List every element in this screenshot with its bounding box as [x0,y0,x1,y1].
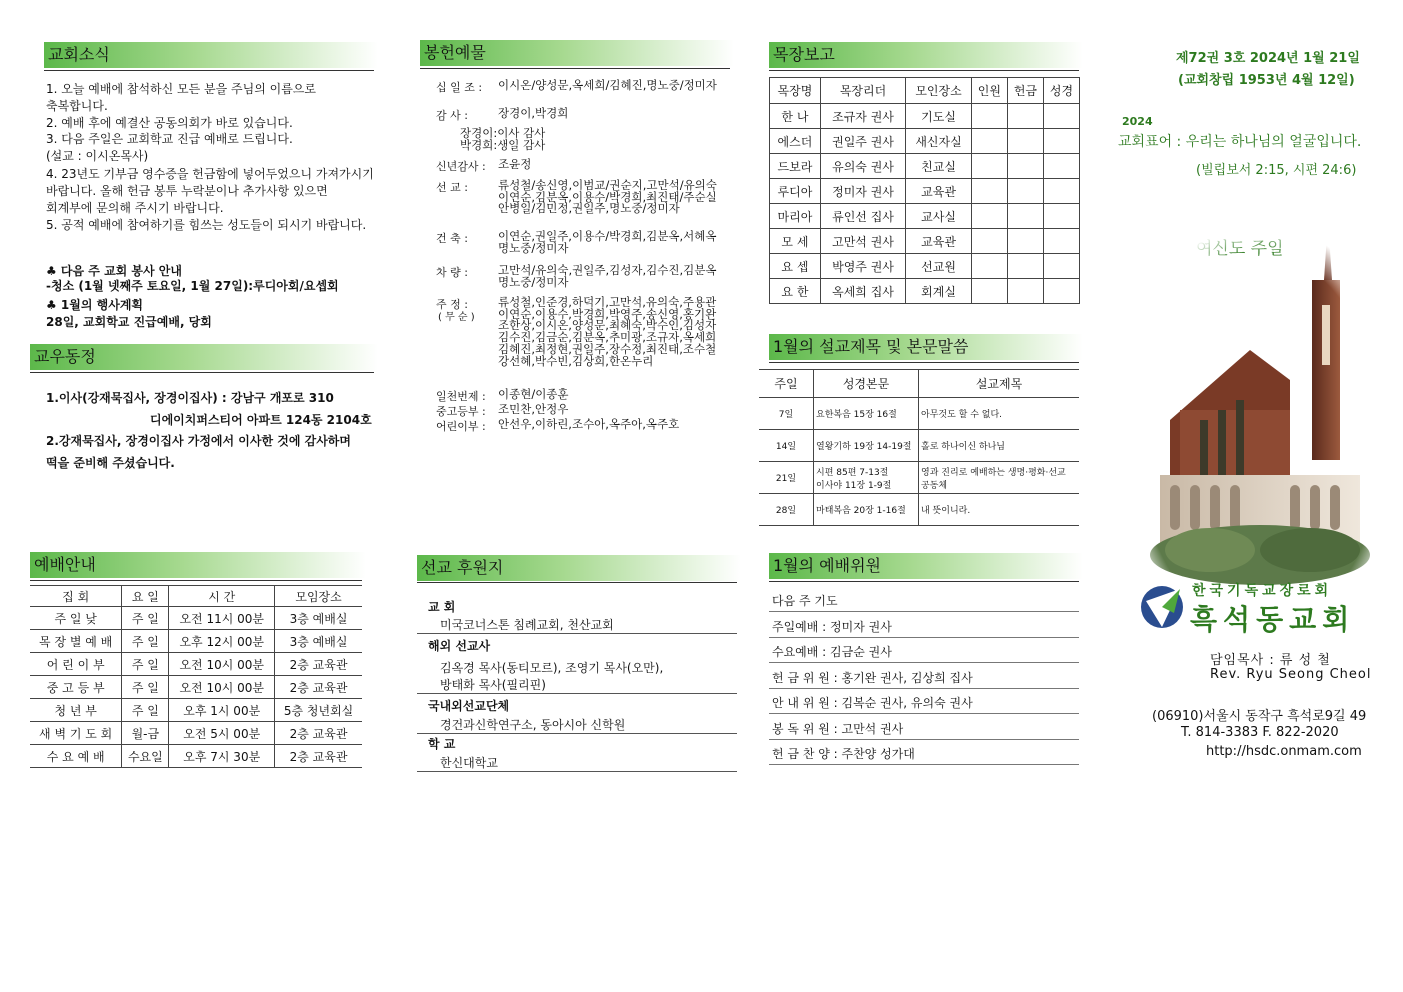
district-cell: 에스더 [770,129,821,154]
mission-separator [417,771,737,772]
worship-row [30,699,362,722]
worship-row [30,722,362,745]
worship-title: 예배안내 [30,552,366,578]
plan-title: ♣ 1월의 행사계획 [46,298,144,312]
sermon-title-line: 내 뜻이니라. [921,506,971,516]
news-item: 1. 오늘 예배에 참석하신 모든 분을 주님의 이름으로 [46,82,316,96]
district-cell: 회계실 [906,279,972,304]
fellowship-line-3: 2.강재묵집사, 장경이집사 가정에서 이사한 것에 감사하며 [46,434,351,448]
worship-cell: 수요일 [122,745,169,768]
news-item: (설교 : 이시온목사) [46,149,149,163]
district-row [770,229,1080,254]
district-cell: 조규자 권사 [820,104,905,129]
offering-names: 박경희:생일 감사 [460,137,546,152]
offering-label: 건 축 : [436,232,468,245]
church-logo-icon [1140,583,1184,631]
sermons-row [759,494,1079,526]
district-cell: 모 세 [770,229,821,254]
worship-header-cell: 요 일 [122,586,169,607]
offering-label: 신년감사 : [436,160,486,173]
worship-cell: 3층 예배실 [275,607,362,630]
worship-cell: 오전 10시 00분 [169,676,275,699]
news-item: 축복합니다. [46,99,108,113]
mission-group-head: 국내외선교단체 [428,699,510,713]
worship-cell: 주 일 [122,630,169,653]
district-title: 목장보고 [769,42,1083,68]
district-cell: 정미자 권사 [820,179,905,204]
worship-header-cell: 집 회 [30,586,122,607]
district-cell [1007,254,1043,279]
offering-names: 이연순,이용수,박경희,박영주,송신영,홍기완 [498,306,717,321]
offering-label: 중고등부 : [436,405,486,418]
minister-row: 헌 금 찬 양 : 주찬양 성가대 [772,747,915,761]
sermon-title-line: 아무것도 할 수 없다. [921,410,1002,420]
offering-label: 선 교 : [436,181,468,194]
district-cell: 박영주 권사 [820,254,905,279]
worship-cell: 주 일 낮 [30,607,122,630]
sermon-text [814,430,919,462]
offering-names: 강선혜,박수빈,김상희,한온누리 [498,353,654,368]
mission-separator [417,693,737,694]
minister-row: 헌 금 위 원 : 홍기완 권사, 김상희 집사 [772,670,973,685]
news-item: 2. 예배 후에 예결산 공동의회가 바로 있습니다. [46,116,293,130]
offering-names: 조윤정 [498,157,532,171]
district-header-cell: 목장명 [770,78,821,104]
founded-line: (교회창립 1953년 4월 12일) [1178,73,1355,88]
district-table [769,77,1080,304]
sermon-text [814,494,919,526]
minister-row: 다음 주 기도 [772,594,838,608]
offering-title: 봉헌예물 [420,40,734,66]
offering-names: 류성철/송신영,이범교/권순지,고만석/유의숙 [498,178,717,192]
church-website[interactable]: http://hsdc.onmam.com [1206,744,1362,759]
worship-cell: 목 장 별 예 배 [30,630,122,653]
offering-names: 이종현/이종훈 [498,387,569,401]
plan-line: 28일, 교회학교 진급예배, 당회 [46,315,212,329]
sermon-title [919,494,1080,526]
issue-line: 제72권 3호 2024년 1월 21일 [1176,51,1360,66]
district-cell [971,179,1007,204]
sermons-title: 1월의 설교제목 및 본문말씀 [769,334,1083,360]
district-cell [1043,129,1079,154]
worship-title-rule [30,580,362,581]
church-phone: T. 814-3383 F. 822-2020 [1181,725,1339,740]
news-item: 4. 23년도 기부금 영수증을 헌금함에 넣어두었으니 가져가시기 [46,167,374,181]
district-cell: 요 셉 [770,254,821,279]
district-cell [1007,129,1043,154]
district-cell [1007,179,1043,204]
district-cell: 교육관 [906,229,972,254]
district-cell: 선교원 [906,254,972,279]
sermons-title-rule [769,362,1079,363]
sermon-day: 28일 [759,494,814,526]
district-cell [1043,229,1079,254]
sermons-row [759,430,1079,462]
district-cell: 유의숙 권사 [820,154,905,179]
sermon-text [814,462,919,494]
worship-row [30,653,362,676]
worship-cell: 2층 교육관 [275,653,362,676]
worship-cell: 3층 예배실 [275,630,362,653]
worship-cell: 중 고 등 부 [30,676,122,699]
district-cell [971,254,1007,279]
district-cell: 교육관 [906,179,972,204]
worship-cell: 2층 교육관 [275,745,362,768]
offering-names: 안병일/김민정,권일주,명노중/정미자 [498,201,680,216]
fellowship-title: 교우동정 [30,344,378,370]
mission-item: 한신대학교 [440,756,498,770]
district-cell [1043,279,1079,304]
mission-item: 방태화 목사(필리핀) [440,678,546,692]
church-motto: 교회표어 : 우리는 하나님의 얼굴입니다. [1118,134,1362,150]
offering-title-rule [420,68,730,69]
sermons-header-cell: 주일 [759,370,814,398]
minister-row: 안 내 위 원 : 김복순 권사, 유의숙 권사 [772,696,973,710]
fellowship-line-1: 1.이사(강재묵집사, 장경이집사) : 강남구 개포로 310 [46,391,334,405]
offering-names: 고만석/유의숙,권일주,김성자,김수진,김분옥 [498,263,717,277]
district-cell [1043,254,1079,279]
offering-label: 감 사 : [436,109,468,122]
district-cell: 고만석 권사 [820,229,905,254]
sermon-day: 7일 [759,398,814,430]
offering-names: 류성철,인준경,하덕기,고만석,유의숙,주용관 [498,295,717,309]
mission-separator [417,633,737,634]
worship-cell: 청 년 부 [30,699,122,722]
minister-row: 주일예배 : 정미자 권사 [772,619,892,634]
district-header-cell: 목장리더 [820,78,905,104]
district-row [770,129,1080,154]
district-cell [1043,204,1079,229]
district-header-cell: 헌금 [1007,78,1043,104]
minister-row-rule [769,637,1079,638]
offering-names: 김혜진,최정현,권일주,장수정,최진태,조수철 [498,341,717,356]
minister-row: 봉 독 위 원 : 고만석 권사 [772,721,904,736]
worship-cell: 오전 5시 00분 [169,722,275,745]
district-cell [1007,279,1043,304]
worship-cell: 주 일 [122,699,169,722]
sermon-text-line: 요한복음 15장 16절 [816,410,897,420]
sermons-row [759,462,1079,494]
district-row [770,104,1080,129]
worship-cell: 주 일 [122,607,169,630]
district-cell [1007,204,1043,229]
offering-names: 명노중/정미자 [498,274,569,289]
offering-label: 차 량 : [436,266,468,279]
district-header-cell: 성경 [1043,78,1079,104]
district-cell: 교사실 [906,204,972,229]
worship-header-row [30,586,362,607]
worship-cell: 월-금 [122,722,169,745]
worship-cell: 수 요 예 배 [30,745,122,768]
mission-group-head: 교 회 [428,600,456,614]
sermon-title [919,462,1080,494]
district-cell: 루디아 [770,179,821,204]
district-cell [1007,104,1043,129]
motto-year: 2024 [1122,115,1153,128]
district-cell [971,104,1007,129]
sermon-title-line: 홀로 하나이신 하나님 [921,442,1005,452]
worship-cell: 오후 1시 00분 [169,699,275,722]
district-cell [971,129,1007,154]
motto-reference: (빌립보서 2:15, 시편 24:6) [1196,163,1357,178]
minister-row-rule [769,688,1079,689]
sermons-header-cell: 성경본문 [814,370,919,398]
minister-row-rule [769,662,1079,663]
district-cell [1007,154,1043,179]
offering-names: 조민찬,안정우 [498,402,569,416]
worship-cell: 오후 12시 00분 [169,630,275,653]
worship-header-cell: 모임장소 [275,586,362,607]
pastor-korean: 담임목사 : 류 성 철 [1210,653,1331,668]
worship-cell: 오전 11시 00분 [169,607,275,630]
offering-names: 장경이:이사 감사 [460,126,546,140]
district-cell: 친교실 [906,154,972,179]
district-row [770,179,1080,204]
offering-names: 장경이,박경희 [498,106,569,120]
sermon-text [814,398,919,430]
worship-row [30,630,362,653]
minister-row-rule [769,611,1079,612]
sermon-title [919,430,1080,462]
sermon-day: 14일 [759,430,814,462]
sermon-title [919,398,1080,430]
news-item: 회계부에 문의해 주시기 바랍니다. [46,201,224,215]
worship-row [30,676,362,699]
missions-title: 선교 후원지 [417,555,741,581]
district-cell [1043,104,1079,129]
sermon-text-line: 열왕기하 19장 14-19절 [816,442,912,452]
offering-names: 조한상,이시온,양성문,최혜숙,박수인,김성자 [498,318,717,333]
sermons-header-row [759,370,1079,398]
offering-names: 이연순,김분옥,이용수/박경희,최진태/주순실 [498,189,717,204]
worship-cell: 주 일 [122,676,169,699]
news-title-rule [44,70,374,71]
news-item: 바랍니다. 올해 헌금 봉투 누락분이나 추가사항 있으면 [46,184,328,198]
sermons-row [759,398,1079,430]
district-header-cell: 모인장소 [906,78,972,104]
fellowship-line-4: 떡을 준비해 주셨습니다. [46,456,175,470]
district-cell [1007,229,1043,254]
district-row [770,204,1080,229]
sermon-title-line: 공동체 [921,480,948,491]
offering-sublabel: ( 무 순 ) [438,312,475,323]
district-cell: 류인선 집사 [820,204,905,229]
offering-label: 어린이부 : [436,420,486,433]
district-header-row [770,78,1080,104]
district-cell: 권일주 권사 [820,129,905,154]
district-cell [971,279,1007,304]
worship-cell: 어 린 이 부 [30,653,122,676]
district-cell [1043,154,1079,179]
mission-item: 미국코너스톤 침례교회, 천산교회 [440,618,614,632]
mission-item: 경건과신학연구소, 동아시아 신학원 [440,718,626,732]
worship-cell: 오후 7시 30분 [169,745,275,768]
sermon-text-line: 이사야 11장 1-9절 [816,480,892,491]
district-cell: 새신자실 [906,129,972,154]
offering-names: 김수진,김금순,김분옥,추미광,조규자,옥세희 [498,330,717,345]
worship-row [30,745,362,768]
sermons-table [759,369,1079,526]
district-cell: 드보라 [770,154,821,179]
minister-row-rule [769,713,1079,714]
district-cell: 한 나 [770,104,821,129]
offering-label: 십 일 조 : [436,81,483,94]
offering-names: 이시온/양성문,옥세희/김혜진,명노중/정미자 [498,78,717,92]
service-notice-title: ♣ 다음 주 교회 봉사 안내 [46,264,182,278]
district-cell: 요 한 [770,279,821,304]
offering-label: 일천번제 : [436,390,486,403]
church-address: (06910)서울시 동작구 흑석로9길 49 [1152,709,1367,724]
fellowship-title-rule [30,372,374,373]
minister-row-rule [769,764,1079,765]
district-cell [1043,179,1079,204]
mission-group-head: 해외 선교사 [428,639,491,653]
worship-cell: 주 일 [122,653,169,676]
fellowship-line-2: 디에이치퍼스티어 아파트 124동 2104호 [150,413,372,427]
service-notice-line: -청소 (1월 넷째주 토요일, 1월 27일):루디아회/요셉회 [46,279,339,293]
district-cell: 옥세희 집사 [820,279,905,304]
news-item: 3. 다음 주일은 교회학교 진급 예배로 드립니다. [46,132,293,146]
mission-item: 김옥경 목사(동티모르), 조영기 목사(오만), [440,661,664,675]
sermon-text-line: 마태복음 20장 1-16절 [816,506,906,516]
district-cell: 마리아 [770,204,821,229]
mission-group-head: 학 교 [428,737,456,751]
worship-cell: 2층 교육관 [275,722,362,745]
district-row [770,154,1080,179]
worship-header-cell: 시 간 [169,586,275,607]
district-cell [971,229,1007,254]
offering-names: 이연순,권일주,이용수/박경희,김분옥,서혜옥 [498,229,717,243]
worship-cell: 5층 청년회실 [275,699,362,722]
district-title-rule [769,70,1079,71]
church-building-illustration [1140,220,1380,590]
ministers-title: 1월의 예배위원 [769,553,1083,579]
sermon-title-line: 영과 진리로 예배하는 생명·평화·선교 [921,467,1066,478]
district-row [770,254,1080,279]
news-item: 5. 공적 예배에 참여하기를 힘쓰는 성도들이 되시기 바랍니다. [46,218,367,232]
district-cell: 기도실 [906,104,972,129]
district-cell [971,154,1007,179]
mission-separator [417,733,737,734]
missions-title-rule [417,582,737,583]
pastor-english: Rev. Ryu Seong Cheol [1210,667,1372,682]
ministers-title-rule [769,581,1079,582]
sermon-text-line: 시편 85편 7-13절 [816,467,889,478]
worship-cell: 새 벽 기 도 회 [30,722,122,745]
offering-names: 안선우,이하린,조수아,옥주아,옥주호 [498,417,680,431]
minister-row: 수요예배 : 김금순 권사 [772,645,892,659]
denomination-name: 한국기독교장로회 [1192,583,1333,599]
minister-row-rule [769,739,1079,740]
sermon-day: 21일 [759,462,814,494]
offering-names: 명노중/정미자 [498,240,569,255]
district-header-cell: 인원 [971,78,1007,104]
offering-label: 주 정 : [436,298,468,311]
district-row [770,279,1080,304]
news-title: 교회소식 [44,42,378,68]
worship-cell: 오전 10시 00분 [169,653,275,676]
church-name: 흑석동교회 [1190,603,1356,636]
sermons-header-cell: 설교제목 [919,370,1080,398]
worship-cell: 2층 교육관 [275,676,362,699]
worship-row [30,607,362,630]
district-cell [971,204,1007,229]
worship-table [30,585,362,768]
